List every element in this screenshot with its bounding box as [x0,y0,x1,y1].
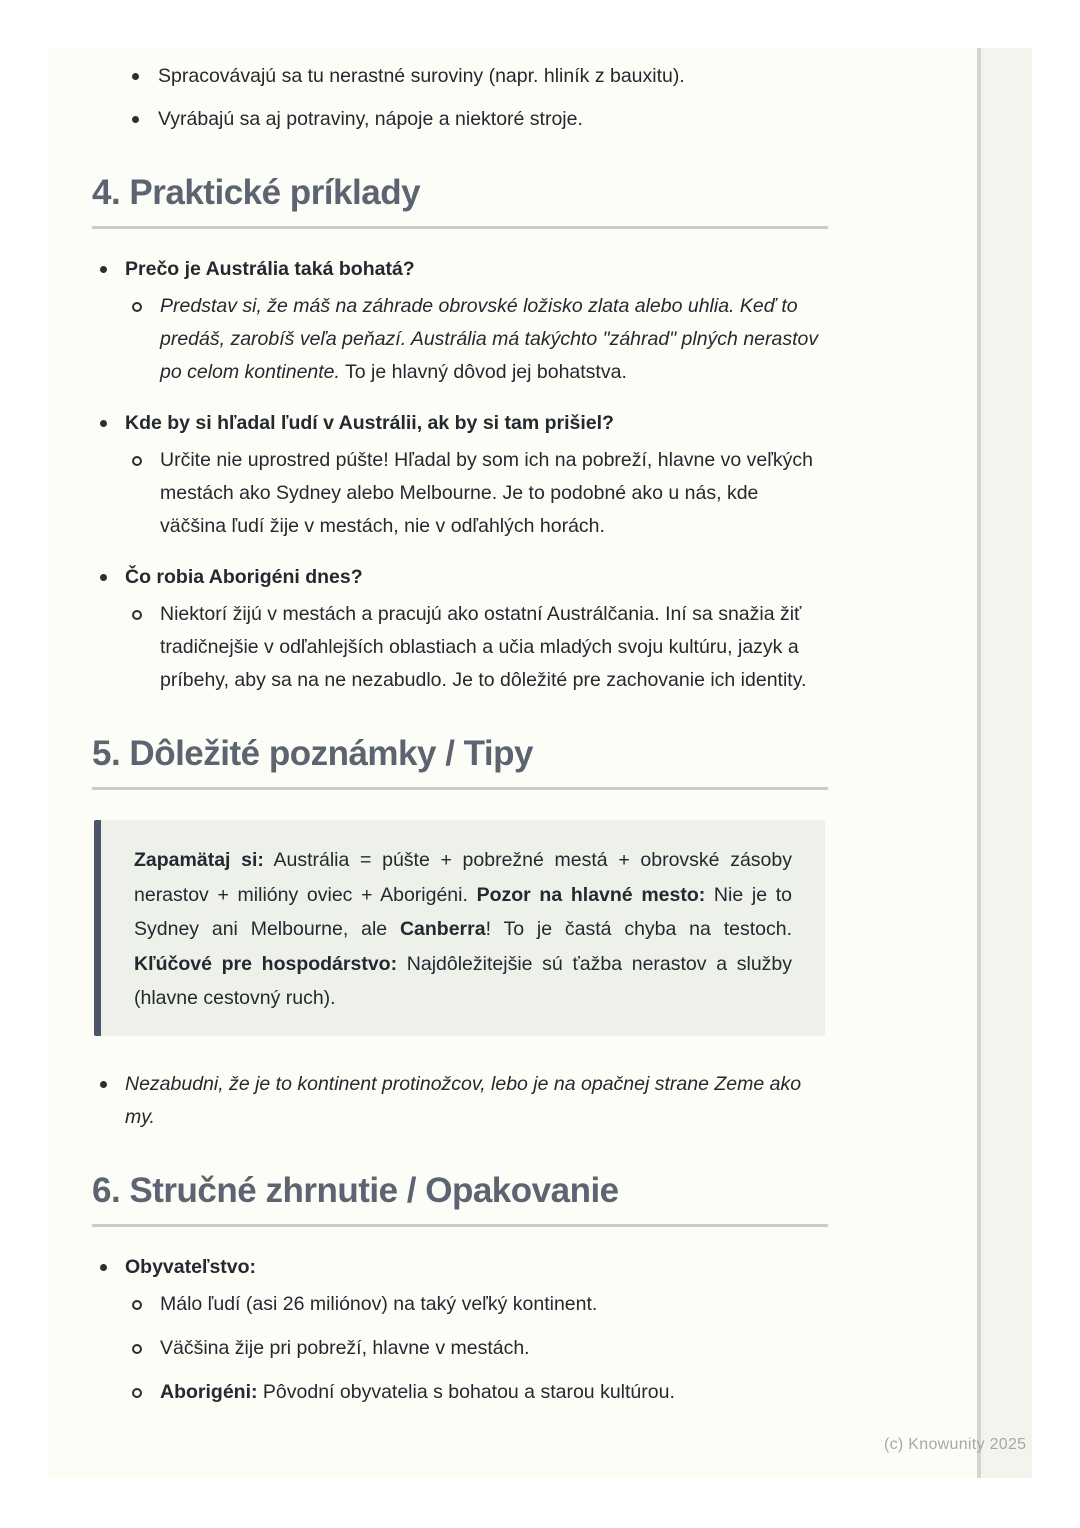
bullet-icon [132,60,158,80]
question-text: Kde by si hľadal ľudí v Austrálii, ak by si tam prišiel? [125,412,614,434]
summary-sublist [92,1288,828,1409]
summary-point-text [160,1376,675,1409]
summary-point-bold: Aborigéni: [160,1380,258,1403]
intro-bullet-list [92,60,828,136]
bullet-icon [132,103,158,123]
summary-point [132,1376,828,1409]
tip-callout-box [94,820,825,1036]
answer-list [92,444,828,543]
circle-bullet-icon [132,1376,160,1398]
qa-item [92,561,828,697]
callout-label: Kľúčové pre hospodárstvo: [134,952,398,975]
circle-bullet-icon [132,1332,160,1354]
answer-text [160,290,828,389]
heading-rule [92,1224,828,1227]
bullet-icon [100,1068,125,1088]
callout-text: Nie je to Sydney ani Melbourne, ale [134,883,792,940]
qa-item [92,253,828,389]
summary-point-text: Väčšina žije pri pobreží, hlavne v mestách. [160,1336,530,1359]
callout-label: Zapamätaj si: [134,849,264,871]
list-item-text: Vyrábajú sa aj potraviny, nápoje a niektoré stroje. [158,108,583,130]
summary-point [132,1288,828,1321]
callout-text: Najdôležitejšie sú ťažba nerastov a služby (hlavne cestovný ruch). [134,952,793,1009]
summary-point-rest: Pôvodní obyvatelia s bohatou a starou kultúrou. [257,1380,675,1403]
question-text: Prečo je Austrália taká bohatá? [125,258,415,280]
callout-text: ! To je častá chyba na testoch. [485,918,792,940]
answer-text: Určite nie uprostred púšte! Hľadal by som ich na pobreží, hlavne vo veľkých mestách ako Sydney alebo Melbourne. Je to podobné ako u nás, kde väčšina ľudí žije v mestách, nie v odľahlých horách. [160,449,814,537]
list-item [132,103,828,136]
answer-list [92,598,828,697]
bullet-icon [100,407,125,427]
summary-topic-item [100,1251,828,1284]
question-text: Čo robia Aborigéni dnes? [125,566,363,588]
summary-point [132,1332,828,1365]
list-item-text: Spracovávajú sa tu nerastné suroviny (napr. hliník z bauxitu). [158,65,685,87]
qa-item [92,407,828,543]
summary-point-text: Málo ľudí (asi 26 miliónov) na taký veľký kontinent. [160,1292,598,1315]
bullet-icon [100,561,125,581]
question-item [100,407,828,440]
question-item [100,561,828,594]
answer-item [132,598,828,697]
section-heading-6: 6. Stručné zhrnutie / Opakovanie [92,1170,619,1210]
callout-label: Canberra [399,918,486,940]
answer-italic-part: Predstav si, že máš na záhrade obrovské ložisko zlata alebo uhlia. Keď to predáš, zarobíš veľa peňazí. Austrália má takýchto "záhrad" plných nerastov po celom kontinente. [160,295,819,383]
summary-list [92,1251,828,1409]
answer-item [132,290,828,389]
list-item [132,60,828,93]
qa-list [92,253,828,697]
circle-bullet-icon [132,290,160,312]
summary-topic-text: Obyvateľstvo: [125,1255,257,1278]
bullet-icon [100,253,125,273]
section-heading-5: 5. Dôležité poznámky / Tipy [92,734,533,773]
bullet-icon [100,1251,125,1271]
heading-rule [92,226,828,229]
document-page [48,48,977,1478]
document-content [92,60,828,1409]
answer-normal-part: To je hlavný dôvod jej bohatstva. [339,361,627,383]
question-item [100,253,828,286]
answer-list [92,290,828,389]
copyright-watermark: (c) Knowunity 2025 [884,1436,1027,1453]
callout-label: Pozor na hlavné mesto: [476,883,706,906]
section-heading-4: 4. Praktické príklady [92,173,421,212]
circle-bullet-icon [132,444,160,466]
callout-text: Austrália = púšte + pobrežné mestá + obrovské zásoby nerastov + milióny oviec + Aborigéni. [134,849,792,906]
heading-rule [92,787,828,790]
next-page-edge-panel [981,48,1032,1478]
answer-item [132,444,828,543]
note-item [100,1068,828,1134]
circle-bullet-icon [132,598,160,620]
note-text: Nezabudni, že je to kontinent protinožcov, lebo je na opačnej strane Zeme ako my. [125,1072,802,1128]
answer-text: Niektorí žijú v mestách a pracujú ako ostatní Austrálčania. Iní sa snažia žiť tradičnejšie v odľahlejších oblastiach a učia mladých svoju kultúru, jazyk a príbehy, aby sa na ne nezabudlo. Je to dôležité pre zachovanie ich identity. [160,603,807,691]
circle-bullet-icon [132,1288,160,1310]
